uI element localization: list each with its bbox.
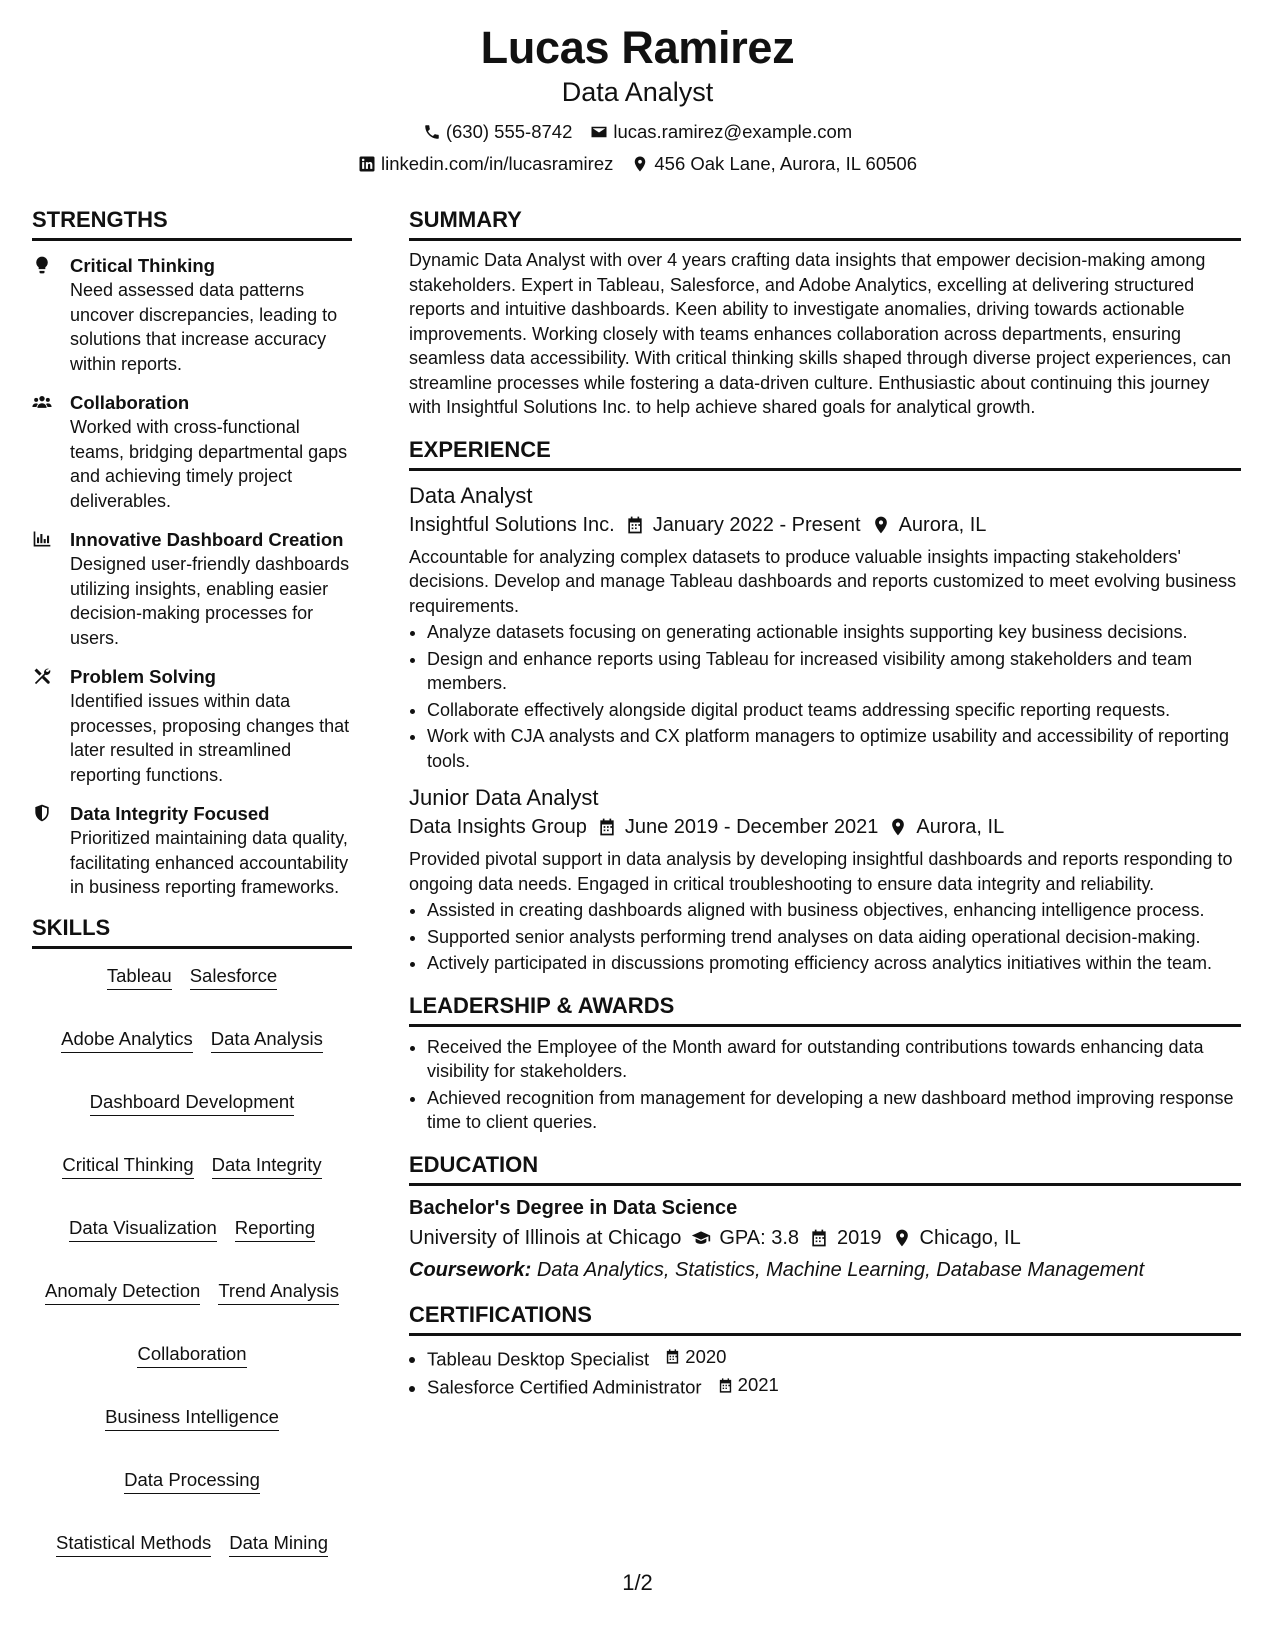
skill-tag: Tableau <box>107 963 172 990</box>
leadership-heading: LEADERSHIP & AWARDS <box>409 992 1241 1027</box>
job-bullet: • Actively participated in discussions promoting efficiency across analytics initiatives within the team. <box>427 951 1241 976</box>
strength-desc: Designed user-friendly dashboards utilizing insights, enabling easier decision-making processes for users. <box>70 554 350 648</box>
strength-title: Collaboration <box>70 392 190 413</box>
graduation-year: 2019 <box>837 1226 882 1249</box>
email-text: lucas.ramirez@example.com <box>613 121 853 142</box>
certification-year: 2021 <box>737 1374 779 1395</box>
job-description: Accountable for analyzing complex datasets to produce valuable insights impacting stakeholders' decisions. Develop and manage Tableau dashboards and reports customized to meet evolving business requirements. <box>409 546 1237 616</box>
calendar-icon <box>717 1377 734 1394</box>
page-number: 1/2 <box>622 1570 653 1595</box>
strengths-list <box>32 253 352 900</box>
job-bullets <box>409 898 1241 976</box>
shield-icon <box>32 803 52 823</box>
strengths-heading: STRENGTHS <box>32 206 352 241</box>
job-description: Provided pivotal support in data analysis by developing insightful dashboards and reports responding to ongoing data needs. Engaged in critical troubleshooting to ensure data integrity and reliability. <box>409 849 1233 894</box>
calendar-icon <box>625 515 645 535</box>
tools-icon <box>32 666 52 686</box>
skill-tag: Critical Thinking <box>62 1152 193 1179</box>
lightbulb-icon <box>32 255 52 275</box>
job-company: Data Insights Group <box>409 816 587 838</box>
candidate-role: Data Analyst <box>561 77 714 107</box>
strength-title: Critical Thinking <box>70 255 215 276</box>
experience-heading: EXPERIENCE <box>409 436 1241 471</box>
experience-section <box>409 436 1241 976</box>
job-dates: June 2019 - December 2021 <box>624 816 879 838</box>
strength-desc: Prioritized maintaining data quality, facilitating enhanced accountability in business reporting frameworks. <box>70 828 349 897</box>
job-bullet: • Assisted in creating dashboards aligned with business objectives, enhancing intelligence process. <box>427 898 1241 923</box>
map-pin-icon <box>871 515 891 535</box>
strength-desc: Worked with cross-functional teams, bridging departmental gaps and achieving timely project deliverables. <box>70 417 348 511</box>
users-icon <box>32 392 52 412</box>
linkedin-contact[interactable] <box>358 153 613 175</box>
skills-section <box>32 914 352 1557</box>
skill-tag: Data Integrity <box>212 1152 322 1179</box>
degree-title: Bachelor's Degree in Data Science <box>409 1196 738 1219</box>
job-entry <box>409 481 1241 774</box>
leadership-section <box>409 992 1241 1135</box>
certification-year: 2020 <box>685 1345 727 1367</box>
job-bullet: • Work with CJA analysts and CX platform managers to optimize usability and accessibility of reporting tools. <box>427 724 1241 773</box>
job-bullet: • Supported senior analysts performing trend analyses on data aiding operational decision-making. <box>427 925 1241 950</box>
coursework-label: Coursework: <box>409 1258 532 1281</box>
linkedin-icon <box>358 155 376 173</box>
contact-row-1 <box>0 116 1275 148</box>
strength-item <box>32 801 352 900</box>
education-meta <box>409 1223 1241 1253</box>
calendar-icon <box>664 1348 681 1365</box>
coursework <box>409 1255 1241 1285</box>
job-location: Aurora, IL <box>916 816 1005 838</box>
strength-item <box>32 390 352 513</box>
leadership-bullet: • Achieved recognition from management for developing a new dashboard method improving response time to client queries. <box>427 1086 1241 1135</box>
education-section <box>409 1151 1241 1285</box>
phone-text: (630) 555-8742 <box>445 121 573 142</box>
certifications-list <box>409 1344 1241 1401</box>
summary-heading: SUMMARY <box>409 206 1241 241</box>
skill-tag: Collaboration <box>137 1341 246 1368</box>
school-name: University of Illinois at Chicago <box>409 1226 682 1249</box>
certification-item <box>427 1344 1241 1373</box>
job-meta <box>409 510 1241 540</box>
job-title: Data Analyst <box>409 482 533 508</box>
map-pin-icon <box>888 817 908 837</box>
job-bullet: • Analyze datasets focusing on generating actionable insights supporting key business decisions. <box>427 620 1241 645</box>
summary-text: Dynamic Data Analyst with over 4 years crafting data insights that empower decision-making among stakeholders. Expert in Tableau, Salesforce, and Adobe Analytics, excelling at delivering structured reports and intuitive dashboards. Keen ability to investigate anomalies, driving towards actionable improvements. Working closely with teams enhances collaboration across departments, ensuring seamless data accessibility. With critical thinking skills shaped through diverse project experiences, can streamline processes while fostering a data-driven culture. Enthusiastic about continuing this journey with Insightful Solutions Inc. to help achieve shared goals for analytical growth. <box>409 250 1232 417</box>
certification-item <box>427 1372 1241 1401</box>
linkedin-text: linkedin.com/in/lucasramirez <box>381 153 614 174</box>
job-entry <box>409 783 1241 976</box>
email-contact[interactable] <box>590 121 852 143</box>
phone-icon <box>423 123 441 141</box>
skill-tag: Statistical Methods <box>56 1530 211 1557</box>
skill-tag: Dashboard Development <box>90 1089 295 1116</box>
school-location: Chicago, IL <box>919 1226 1021 1249</box>
skill-tag: Business Intelligence <box>105 1404 279 1431</box>
strength-title: Innovative Dashboard Creation <box>70 529 344 550</box>
certifications-section <box>409 1301 1241 1401</box>
strength-title: Problem Solving <box>70 666 216 687</box>
candidate-name: Lucas Ramirez <box>480 22 795 73</box>
skills-heading: SKILLS <box>32 914 352 949</box>
skill-tag: Data Mining <box>229 1530 328 1557</box>
strength-desc: Identified issues within data processes, proposing changes that later resulted in streamlined reporting functions. <box>70 691 350 785</box>
address-contact <box>631 153 917 175</box>
map-pin-icon <box>631 155 649 173</box>
skill-tag: Trend Analysis <box>218 1278 339 1305</box>
contact-row-2 <box>0 148 1275 180</box>
job-bullets <box>409 620 1241 773</box>
job-company: Insightful Solutions Inc. <box>409 513 615 536</box>
job-bullet: • Collaborate effectively alongside digital product teams addressing specific reporting requests. <box>427 698 1241 723</box>
skill-tag: Data Visualization <box>69 1215 217 1242</box>
left-column <box>32 206 352 1557</box>
leadership-bullets <box>409 1035 1241 1135</box>
education-heading: EDUCATION <box>409 1151 1241 1186</box>
skill-tag: Data Processing <box>124 1467 260 1494</box>
calendar-icon <box>597 817 617 837</box>
summary-section <box>409 206 1241 420</box>
skill-tag: Anomaly Detection <box>45 1278 200 1305</box>
skills-list <box>32 963 352 1557</box>
job-bullet: • Design and enhance reports using Tableau for increased visibility among stakeholders and team members. <box>427 647 1241 696</box>
strength-item <box>32 253 352 376</box>
right-column <box>409 206 1241 1401</box>
skill-tag: Salesforce <box>190 963 277 990</box>
envelope-icon <box>590 123 608 141</box>
strength-title: Data Integrity Focused <box>70 803 270 824</box>
bar-chart-icon <box>32 529 52 549</box>
map-pin-icon <box>892 1228 912 1248</box>
strength-item <box>32 664 352 787</box>
phone-contact[interactable] <box>423 121 573 143</box>
calendar-icon <box>809 1228 829 1248</box>
skill-tag: Reporting <box>235 1215 315 1242</box>
leadership-bullet: • Received the Employee of the Month award for outstanding contributions towards enhancing data visibility for stakeholders. <box>427 1035 1241 1084</box>
job-meta <box>409 812 1241 842</box>
resume-header <box>0 20 1275 180</box>
skill-tag: Adobe Analytics <box>61 1026 193 1053</box>
certification-name: Salesforce Certified Administrator <box>427 1376 702 1398</box>
strength-desc: Need assessed data patterns uncover discrepancies, leading to solutions that increase accuracy within reports. <box>70 280 338 374</box>
job-title: Junior Data Analyst <box>409 785 599 810</box>
gpa-text: GPA: 3.8 <box>719 1226 800 1249</box>
graduation-cap-icon <box>691 1228 711 1248</box>
certifications-heading: CERTIFICATIONS <box>409 1301 1241 1336</box>
skill-tag: Data Analysis <box>211 1026 323 1053</box>
address-text: 456 Oak Lane, Aurora, IL 60506 <box>654 153 917 174</box>
strength-item <box>32 527 352 650</box>
job-location: Aurora, IL <box>898 513 987 536</box>
certification-name: Tableau Desktop Specialist <box>427 1348 650 1369</box>
coursework-text: Data Analytics, Statistics, Machine Learning, Database Management <box>536 1258 1145 1281</box>
job-dates: January 2022 - Present <box>652 513 861 536</box>
